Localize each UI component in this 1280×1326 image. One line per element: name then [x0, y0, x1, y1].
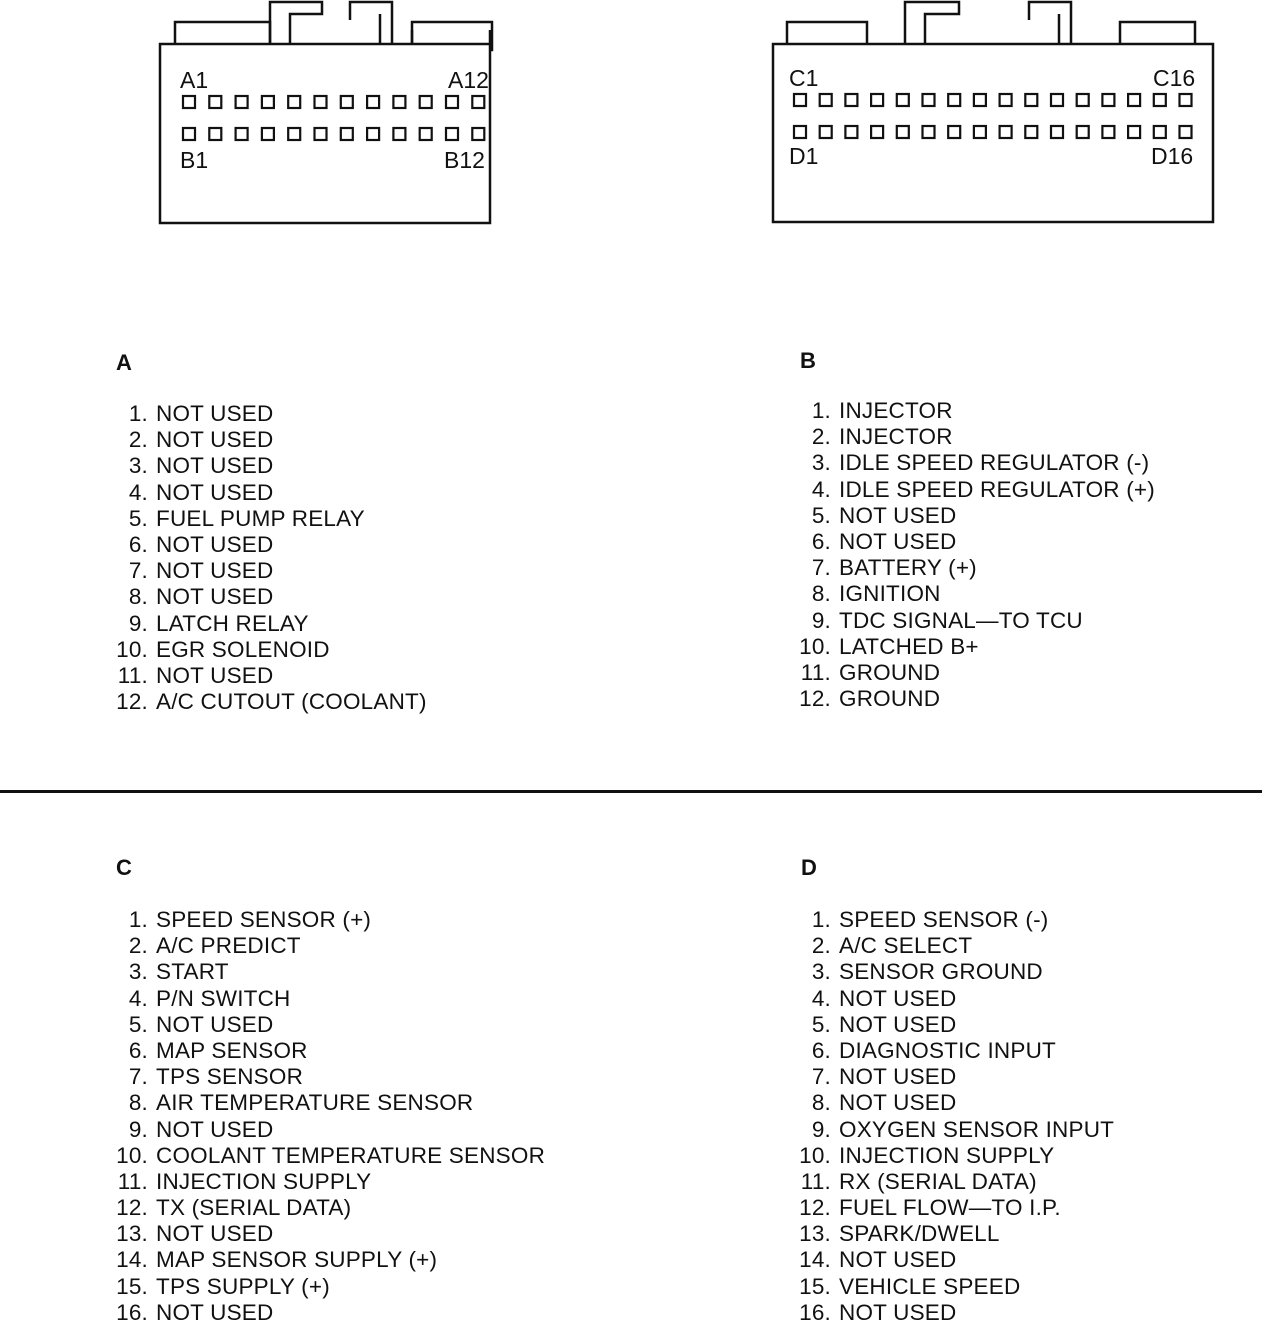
connector-pin	[393, 96, 405, 108]
pin-item	[114, 1274, 545, 1300]
connector-pin	[923, 126, 935, 138]
connector-pin	[262, 96, 274, 108]
pin-item	[114, 584, 427, 610]
section-a-heading: A	[116, 350, 132, 375]
pin-item	[797, 555, 1155, 581]
connector-pin	[236, 128, 248, 140]
pin-item	[797, 450, 1155, 476]
pin-item	[797, 686, 1155, 712]
connector-pin	[948, 126, 960, 138]
pin-function: OXYGEN SENSOR INPUT	[839, 1116, 1115, 1142]
pin-number: 5.	[811, 502, 831, 528]
pin-number: 3.	[811, 450, 831, 476]
pin-function: NOT USED	[156, 453, 274, 479]
pin-function: EGR SOLENOID	[156, 636, 330, 662]
pin-number: 4.	[811, 985, 831, 1011]
connector-pin	[1051, 126, 1063, 138]
connector-pin	[1180, 126, 1192, 138]
pin-function: SPARK/DWELL	[839, 1221, 1000, 1247]
connector-pin	[367, 96, 379, 108]
pin-function: INJECTOR	[839, 398, 953, 423]
pin-number: 5.	[128, 505, 148, 531]
pin-item	[797, 1300, 1114, 1326]
pin-item	[797, 1012, 1114, 1038]
pin-label-d1: D1	[789, 143, 819, 169]
pin-number: 2.	[811, 933, 831, 959]
connector-pin	[393, 128, 405, 140]
connector-pin	[871, 126, 883, 138]
connector-pin	[1077, 94, 1089, 106]
pin-number: 10.	[116, 1142, 148, 1168]
pin-function: NOT USED	[156, 1221, 274, 1247]
connector-pin	[845, 94, 857, 106]
pin-number: 3.	[128, 453, 148, 479]
pin-function: A/C PREDICT	[156, 933, 301, 959]
section-d-heading: D	[801, 855, 817, 880]
connector-pin	[1000, 94, 1012, 106]
pin-function: NOT USED	[839, 1064, 957, 1090]
pin-function: P/N SWITCH	[156, 985, 291, 1011]
pin-function: SPEED SENSOR (-)	[839, 907, 1049, 932]
pin-function: SENSOR GROUND	[839, 959, 1043, 985]
pin-number: 10.	[799, 633, 831, 659]
pin-function: NOT USED	[156, 662, 274, 688]
pin-number: 13.	[799, 1221, 831, 1247]
pin-function: FUEL FLOW—TO I.P.	[839, 1195, 1061, 1221]
pin-item	[797, 424, 1155, 450]
pin-item	[114, 453, 427, 479]
pin-item	[114, 1090, 545, 1116]
pin-number: 4.	[128, 479, 148, 505]
connector-pin	[1051, 94, 1063, 106]
pin-item	[114, 986, 545, 1012]
pin-number: 12.	[799, 1195, 831, 1221]
pin-item	[797, 1169, 1114, 1195]
connector-pin	[794, 126, 806, 138]
pin-number: 9.	[128, 610, 148, 636]
pin-item	[114, 1169, 545, 1195]
connector-pin	[288, 128, 300, 140]
pin-item	[797, 1064, 1114, 1090]
pin-function: GROUND	[839, 659, 941, 685]
section-a-pin-list	[114, 401, 427, 715]
pin-item	[797, 608, 1155, 634]
pin-number: 9.	[811, 1116, 831, 1142]
connector-pin	[1154, 94, 1166, 106]
pin-number: 2.	[811, 424, 831, 450]
pin-function: A/C CUTOUT (COOLANT)	[156, 689, 427, 715]
connector-pin	[446, 128, 458, 140]
connector-pin	[446, 96, 458, 108]
pin-number: 16.	[799, 1299, 831, 1325]
connector-pin	[948, 94, 960, 106]
pin-item	[797, 398, 1155, 424]
pin-number: 12.	[116, 1195, 148, 1221]
connector-pin	[820, 94, 832, 106]
pin-number: 8.	[128, 1090, 148, 1116]
pin-item	[797, 933, 1114, 959]
pin-item	[797, 907, 1114, 933]
pin-number: 10.	[116, 636, 148, 662]
connector-pin	[820, 126, 832, 138]
connector-pin	[420, 128, 432, 140]
connector-pin	[845, 126, 857, 138]
pin-number: 1.	[128, 907, 148, 932]
pin-item	[797, 959, 1114, 985]
pin-item	[114, 558, 427, 584]
pin-item	[114, 689, 427, 715]
pin-item	[797, 1090, 1114, 1116]
pin-function: NOT USED	[839, 1247, 957, 1273]
pin-number: 9.	[811, 607, 831, 633]
pin-number: 14.	[116, 1247, 148, 1273]
pin-function: GROUND	[839, 686, 941, 712]
connector-cd-diagram	[765, 0, 1225, 235]
pin-label-b12: B12	[444, 147, 485, 173]
connector-pin	[974, 126, 986, 138]
pin-item	[797, 1117, 1114, 1143]
pin-item	[114, 1195, 545, 1221]
pin-function: SPEED SENSOR (+)	[156, 907, 372, 932]
pin-function: NOT USED	[839, 528, 957, 554]
pin-number: 1.	[811, 398, 831, 423]
pin-function: NOT USED	[156, 531, 274, 557]
pin-function: NOT USED	[156, 1299, 274, 1325]
connector-pin	[288, 96, 300, 108]
pin-number: 4.	[128, 985, 148, 1011]
pin-item	[114, 611, 427, 637]
pin-function: TPS SUPPLY (+)	[156, 1273, 330, 1299]
pin-function: A/C SELECT	[839, 933, 973, 959]
section-c-heading: C	[116, 855, 132, 880]
connector-pin	[472, 96, 484, 108]
pin-item	[114, 1117, 545, 1143]
connector-pin	[262, 128, 274, 140]
connector-pin	[472, 128, 484, 140]
connector-pin	[183, 128, 195, 140]
pin-function: NOT USED	[156, 479, 274, 505]
connector-pin	[341, 96, 353, 108]
pin-number: 11.	[800, 659, 831, 685]
connector-pin	[1077, 126, 1089, 138]
pin-function: NOT USED	[156, 401, 274, 426]
pin-function: NOT USED	[839, 985, 957, 1011]
pin-function: INJECTION SUPPLY	[156, 1168, 372, 1194]
pin-function: START	[156, 959, 229, 985]
connector-ab-diagram	[150, 0, 520, 235]
section-b-heading: B	[800, 348, 816, 373]
pin-number: 6.	[128, 1037, 148, 1063]
pin-number: 3.	[128, 959, 148, 985]
pin-number: 11.	[117, 1168, 148, 1194]
connector-pin	[236, 96, 248, 108]
pin-item	[114, 1247, 545, 1273]
connector-pin	[209, 128, 221, 140]
pin-number: 5.	[128, 1011, 148, 1037]
pin-function: IDLE SPEED REGULATOR (-)	[839, 450, 1150, 476]
connector-pin	[1102, 94, 1114, 106]
pin-item	[114, 1221, 545, 1247]
pin-number: 14.	[799, 1247, 831, 1273]
pin-item	[114, 532, 427, 558]
pin-function: LATCHED B+	[839, 633, 979, 659]
section-b-pin-list	[797, 398, 1155, 712]
connector-pin	[341, 128, 353, 140]
pin-item	[797, 1143, 1114, 1169]
pin-item	[114, 401, 427, 427]
connector-pin	[1025, 126, 1037, 138]
pin-label-a12: A12	[448, 67, 489, 93]
pin-number: 6.	[811, 528, 831, 554]
pin-item	[114, 933, 545, 959]
pin-function: NOT USED	[156, 584, 274, 610]
pin-item	[114, 506, 427, 532]
pin-function: NOT USED	[156, 558, 274, 584]
pin-number: 7.	[128, 558, 148, 584]
section-d-pin-list	[797, 907, 1114, 1326]
pin-number: 1.	[128, 401, 148, 426]
pin-function: NOT USED	[156, 1011, 274, 1037]
pin-number: 7.	[811, 1064, 831, 1090]
pin-function: BATTERY (+)	[839, 555, 977, 581]
connector-pin	[1102, 126, 1114, 138]
pin-number: 2.	[128, 427, 148, 453]
pin-function: DIAGNOSTIC INPUT	[839, 1037, 1056, 1063]
connector-pin	[367, 128, 379, 140]
pin-number: 15.	[116, 1273, 148, 1299]
pin-function: NOT USED	[839, 1011, 957, 1037]
pin-function: TX (SERIAL DATA)	[156, 1195, 352, 1221]
pin-item	[114, 427, 427, 453]
pin-item	[797, 1274, 1114, 1300]
pin-label-b1: B1	[180, 147, 209, 173]
pin-item	[797, 1195, 1114, 1221]
pin-number: 8.	[811, 581, 831, 607]
pin-number: 4.	[811, 476, 831, 502]
pin-function: TPS SENSOR	[156, 1064, 304, 1090]
connector-pin	[794, 94, 806, 106]
pin-number: 6.	[811, 1037, 831, 1063]
pin-number: 6.	[128, 531, 148, 557]
pin-function: NOT USED	[156, 427, 274, 453]
pin-number: 13.	[116, 1221, 148, 1247]
pin-function: VEHICLE SPEED	[839, 1273, 1021, 1299]
pin-number: 12.	[116, 689, 148, 715]
connector-pin	[1025, 94, 1037, 106]
connector-pin	[897, 94, 909, 106]
pin-item	[114, 480, 427, 506]
pin-item	[797, 1247, 1114, 1273]
connector-pin	[1154, 126, 1166, 138]
pin-number: 11.	[800, 1168, 831, 1194]
pin-item	[797, 529, 1155, 555]
pin-number: 1.	[811, 907, 831, 932]
pin-item	[797, 986, 1114, 1012]
pin-number: 15.	[799, 1273, 831, 1299]
pin-label-d16: D16	[1151, 143, 1194, 169]
pin-function: TDC SIGNAL—TO TCU	[839, 607, 1083, 633]
pin-function: INJECTOR	[839, 424, 953, 450]
connector-pin	[315, 96, 327, 108]
pin-item	[114, 1038, 545, 1064]
pin-number: 5.	[811, 1011, 831, 1037]
pin-function: MAP SENSOR SUPPLY (+)	[156, 1247, 438, 1273]
pin-item	[114, 1300, 545, 1326]
pin-item	[114, 1012, 545, 1038]
pin-item	[797, 1221, 1114, 1247]
connector-pin	[897, 126, 909, 138]
pin-number: 9.	[128, 1116, 148, 1142]
connector-pin	[209, 96, 221, 108]
pin-function: INJECTION SUPPLY	[839, 1142, 1055, 1168]
pin-label-c16: C16	[1153, 65, 1196, 91]
pin-number: 8.	[128, 584, 148, 610]
pin-function: NOT USED	[839, 1299, 957, 1325]
pin-label-c1: C1	[789, 65, 819, 91]
pin-item	[114, 637, 427, 663]
pin-function: MAP SENSOR	[156, 1037, 308, 1063]
connector-pin	[1128, 94, 1140, 106]
pin-number: 2.	[128, 933, 148, 959]
pin-item	[114, 1064, 545, 1090]
pin-function: LATCH RELAY	[156, 610, 309, 636]
pin-function: RX (SERIAL DATA)	[839, 1168, 1037, 1194]
connector-pin	[871, 94, 883, 106]
pin-function: AIR TEMPERATURE SENSOR	[156, 1090, 474, 1116]
section-c-pin-list	[114, 907, 545, 1326]
pin-item	[797, 581, 1155, 607]
pin-item	[797, 660, 1155, 686]
pin-number: 12.	[799, 686, 831, 712]
pin-function: IGNITION	[839, 581, 941, 607]
pin-number: 8.	[811, 1090, 831, 1116]
pin-item	[797, 477, 1155, 503]
pin-function: NOT USED	[839, 502, 957, 528]
connector-pin	[183, 96, 195, 108]
connector-pin	[1000, 126, 1012, 138]
connector-pin	[315, 128, 327, 140]
section-divider	[0, 790, 1262, 793]
pin-function: COOLANT TEMPERATURE SENSOR	[156, 1142, 546, 1168]
pin-function: NOT USED	[839, 1090, 957, 1116]
pin-function: FUEL PUMP RELAY	[156, 505, 365, 531]
pin-item	[797, 503, 1155, 529]
pin-item	[114, 907, 545, 933]
pin-function: IDLE SPEED REGULATOR (+)	[839, 476, 1155, 502]
pin-number: 7.	[811, 555, 831, 581]
pin-item	[114, 663, 427, 689]
pin-number: 7.	[128, 1064, 148, 1090]
pin-label-a1: A1	[180, 67, 209, 93]
pin-number: 10.	[799, 1142, 831, 1168]
pin-item	[797, 634, 1155, 660]
pin-item	[114, 959, 545, 985]
connector-pin	[1180, 94, 1192, 106]
pin-number: 11.	[117, 662, 148, 688]
connector-pin	[923, 94, 935, 106]
pin-item	[797, 1038, 1114, 1064]
connector-pin	[420, 96, 432, 108]
pin-function: NOT USED	[156, 1116, 274, 1142]
connector-pin	[974, 94, 986, 106]
pin-number: 16.	[116, 1299, 148, 1325]
pin-number: 3.	[811, 959, 831, 985]
connector-body	[773, 44, 1213, 222]
pin-item	[114, 1143, 545, 1169]
connector-pin	[1128, 126, 1140, 138]
